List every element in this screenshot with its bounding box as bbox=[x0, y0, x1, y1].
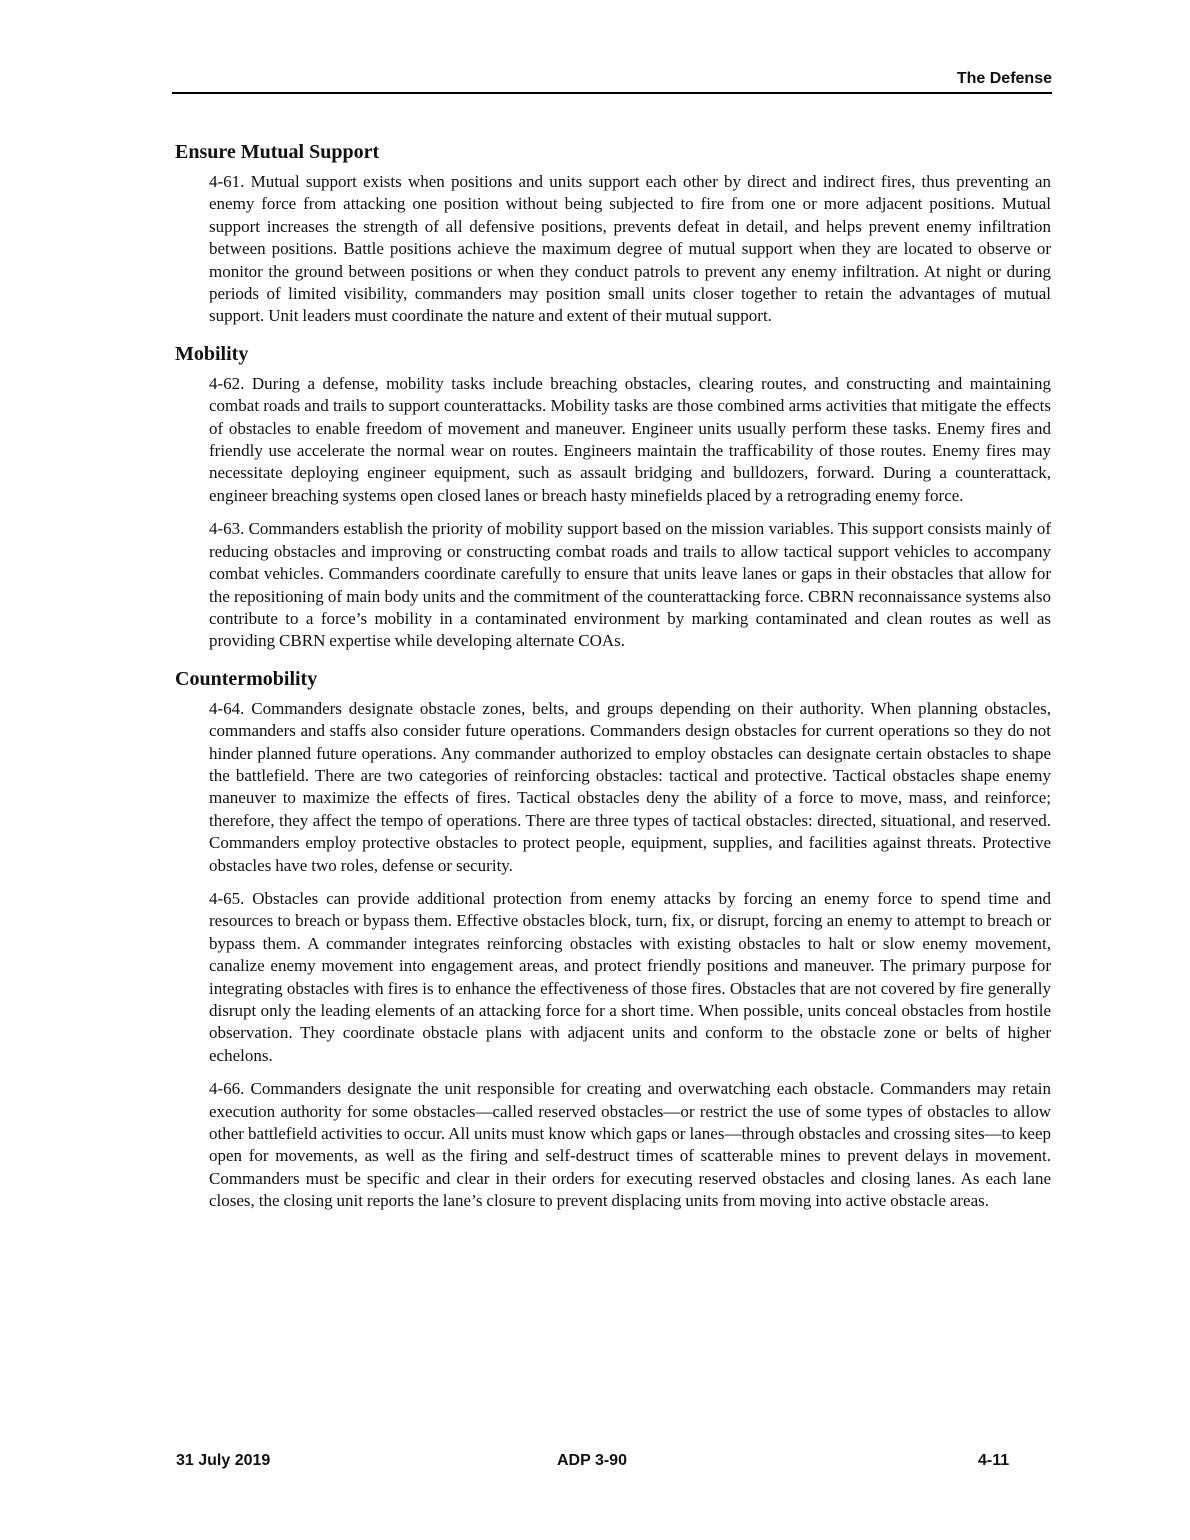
footer-publication: ADP 3-90 bbox=[557, 1452, 627, 1469]
header-title: The Defense bbox=[956, 70, 1052, 87]
paragraph-4-61: 4-61. Mutual support exists when positions and units support each other by direct and indirect fires, thus preventing an enemy force from attacking one position without being subjected to fire from one or more adjacent positions. Mutual support increases the strength of all defensive positions, prevents defeat in detail, and helps prevent enemy infiltration between positions. Battle positions achieve the maximum degree of mutual support when they are located to observe or monitor the ground between positions or when they conduct patrols to prevent any enemy infiltration. At night or during periods of limited visibility, commanders may position small units closer together to retain the advantages of mutual support. Unit leaders must coordinate the nature and extent of their mutual support. bbox=[209, 172, 1051, 326]
paragraph-4-66: 4-66. Commanders designate the unit responsible for creating and overwatching each obstacle. Commanders may retain execution authority for some obstacles—called reserved obstacles—or restrict the use of some types of obstacles to allow other battlefield activities to occur. All units must know which gaps or lanes—through obstacles and crossing sites—to keep open for movements, as well as the firing and self-destruct times of scatterable mines to prevent delays in movement. Commanders must be specific and clear in their orders for executing reserved obstacles and closing lanes. As each lane closes, the closing unit reports the lane’s closure to prevent displacing units from moving into active obstacle areas. bbox=[209, 1079, 1051, 1211]
section-heading: Mobility bbox=[175, 342, 249, 365]
section-heading: Ensure Mutual Support bbox=[175, 141, 380, 163]
footer-page-number: 4-11 bbox=[978, 1452, 1010, 1469]
page-body bbox=[175, 139, 1051, 1226]
page-footer bbox=[172, 1451, 1052, 1473]
paragraph-4-64: 4-64. Commanders designate obstacle zones, belts, and groups depending on their authority. When planning obstacles, commanders and staffs also consider future operations. Commanders design obstacles for current operations so they do not hinder planned future operations. Any commander authorized to employ obstacles can designate certain obstacles to shape the battlefield. There are two categories of reinforcing obstacles: tactical and protective. Tactical obstacles shape enemy maneuver to maximize the effects of fires. Tactical obstacles deny the ability of a force to move, mass, and reinforce; therefore, they affect the tempo of operations. There are three types of tactical obstacles: directed, situational, and reserved. Commanders employ protective obstacles to protect people, equipment, supplies, and facilities against threats. Protective obstacles have two roles, defense or security. bbox=[209, 698, 1051, 875]
paragraph-4-65: 4-65. Obstacles can provide additional protection from enemy attacks by forcing an enemy force to spend time and resources to breach or bypass them. Effective obstacles block, turn, fix, or disrupt, forcing an enemy to attempt to breach or bypass them. A commander integrates reinforcing obstacles with existing obstacles to halt or slow enemy movement, canalize enemy movement into engagement areas, and protect friendly positions and maneuver. The primary purpose for integrating obstacles with fires is to enhance the effectiveness of those fires. Obstacles that are not covered by fire generally disrupt only the leading elements of an attacking force for a short time. When possible, units conceal obstacles from hostile observation. They coordinate obstacle plans with adjacent units and conform to the obstacle zone or belts of higher echelons. bbox=[209, 888, 1051, 1065]
section-mobility bbox=[175, 341, 1051, 653]
paragraph-4-62: 4-62. During a defense, mobility tasks include breaching obstacles, clearing routes, and constructing and maintaining combat roads and trails to support counterattacks. Mobility tasks are those combined arms activities that mitigate the effects of obstacles to enable freedom of movement and maneuver. Engineer units usually perform these tasks. Enemy fires and friendly use accelerate the normal wear on routes. Engineers maintain the trafficability of those routes. Enemy fires may necessitate deploying engineer equipment, such as assault bridging and bulldozers, forward. During a counterattack, engineer breaching systems open closed lanes or breach hasty minefields placed by a retrograding enemy force. bbox=[209, 373, 1051, 505]
paragraph-4-63: 4-63. Commanders establish the priority of mobility support based on the mission variables. This support consists mainly of reducing obstacles and improving or constructing combat roads and trails to allow tactical support vehicles to accompany combat vehicles. Commanders coordinate carefully to ensure that units leave lanes or gaps in their obstacles that allow for the repositioning of main body units and the commitment of the counterattacking force. CBRN reconnaissance systems also contribute to a force’s mobility in a contaminated environment by marking contaminated and clean routes as well as providing CBRN expertise while developing alternate COAs. bbox=[209, 519, 1051, 651]
section-heading: Countermobility bbox=[175, 667, 318, 690]
section-mutual-support bbox=[175, 139, 1051, 328]
footer-date: 31 July 2019 bbox=[176, 1452, 271, 1469]
running-header bbox=[172, 64, 1052, 94]
section-countermobility bbox=[175, 666, 1051, 1213]
